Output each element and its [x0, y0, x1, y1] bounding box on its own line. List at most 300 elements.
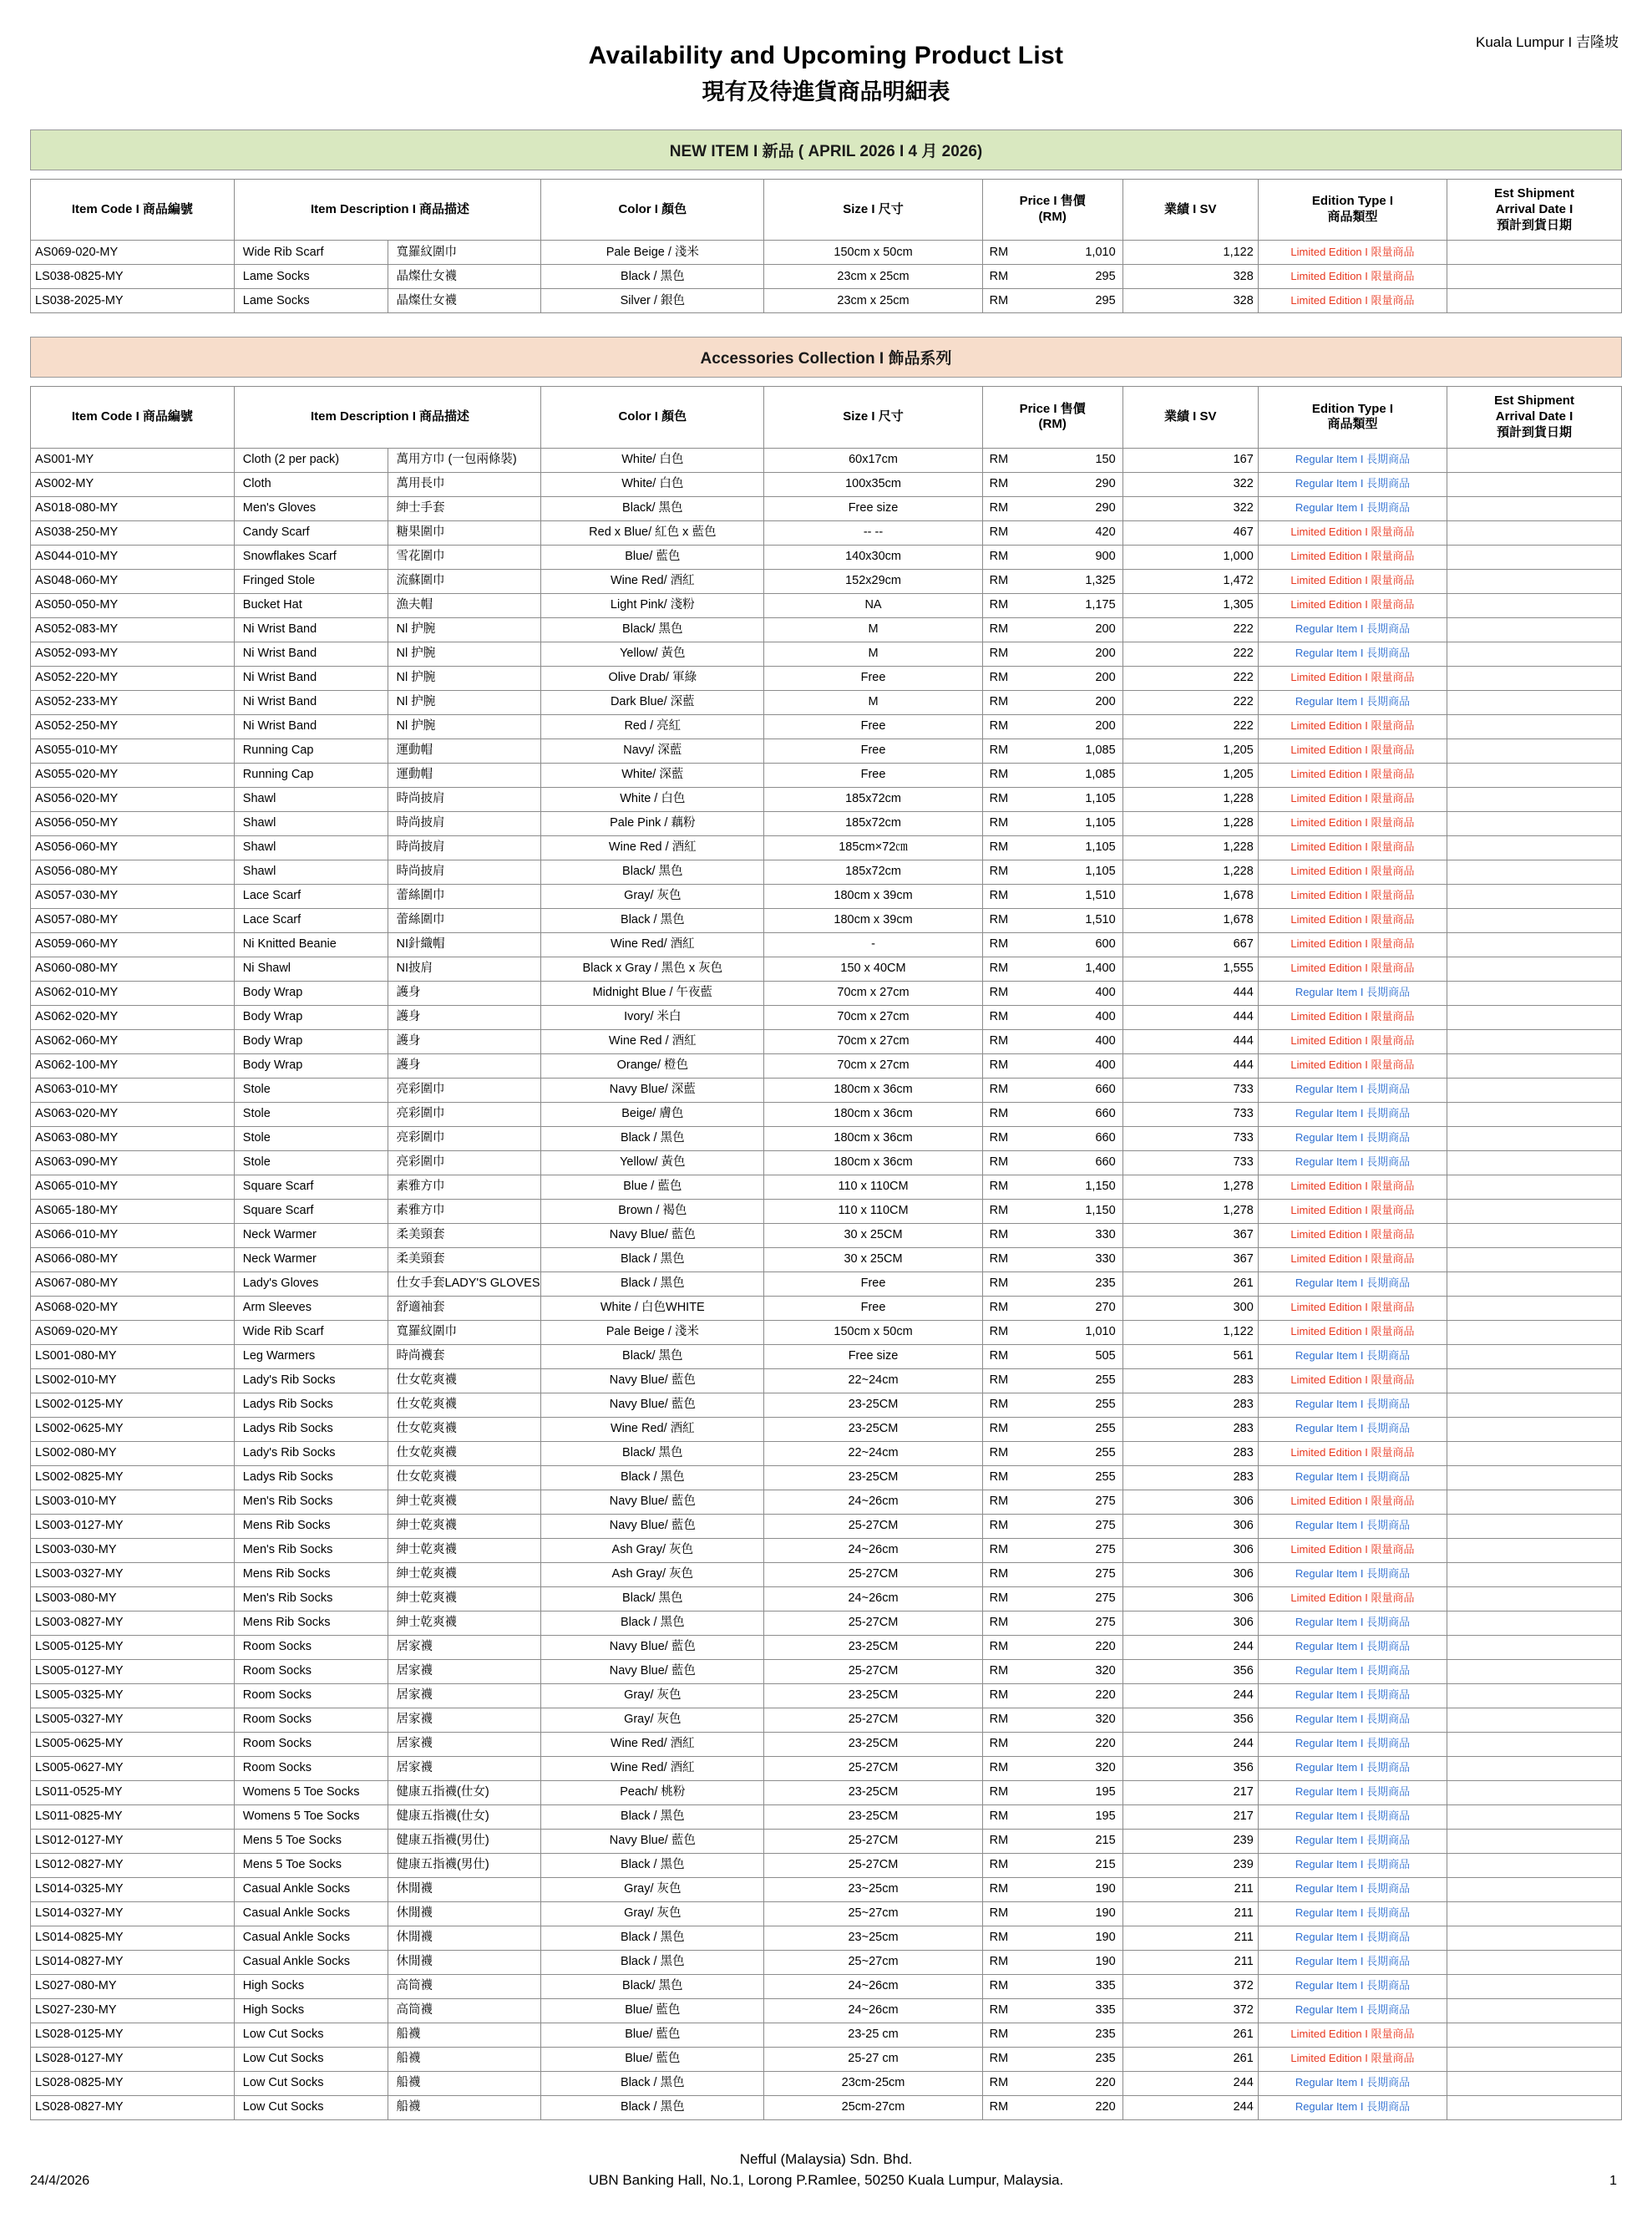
- cell-price-amount: 335: [1095, 1979, 1116, 1993]
- cell-description-en: Stole: [234, 1150, 388, 1175]
- cell-sv: 244: [1122, 2071, 1258, 2095]
- cell-color: Black / 黑色: [541, 2095, 764, 2119]
- edition-badge: Limited Edition I 限量商品: [1290, 574, 1415, 587]
- cell-price: [982, 1877, 1122, 1901]
- edition-badge: Regular Item I 長期商品: [1295, 622, 1411, 636]
- cell-sv: 1,472: [1122, 569, 1258, 593]
- cell-sv: 1,205: [1122, 739, 1258, 763]
- cell-color: Black/ 黑色: [541, 1586, 764, 1611]
- cell-description-en: Mens Rib Socks: [234, 1611, 388, 1635]
- cell-edition-type: [1258, 1708, 1447, 1732]
- cell-size: Free size: [764, 1344, 982, 1368]
- cell-size: 23~25cm: [764, 1877, 982, 1901]
- cell-currency: RM: [989, 1325, 1009, 1339]
- cell-eta: [1447, 2071, 1622, 2095]
- column-header-eta: [1447, 387, 1622, 448]
- cell-item-code: LS027-080-MY: [31, 1974, 235, 1998]
- table-row: [31, 1150, 1622, 1175]
- cell-description-zh: 漁夫帽: [388, 593, 541, 617]
- cell-description-en: Shawl: [234, 787, 388, 811]
- cell-eta: [1447, 1586, 1622, 1611]
- cell-item-code: LS038-0825-MY: [31, 265, 235, 289]
- cell-description-en: High Socks: [234, 1974, 388, 1998]
- cell-description-en: Square Scarf: [234, 1199, 388, 1223]
- cell-currency: RM: [989, 865, 1009, 879]
- cell-price: [982, 1005, 1122, 1029]
- column-header-eta-line1: Est Shipment: [1494, 186, 1574, 200]
- cell-description-en: Candy Scarf: [234, 520, 388, 545]
- column-header-item-code: Item Code I 商品編號: [31, 387, 235, 448]
- cell-color: Ivory/ 米白: [541, 1005, 764, 1029]
- cell-eta: [1447, 1199, 1622, 1223]
- section-banner-new-item: NEW ITEM I 新品 ( APRIL 2026 I 4 月 2026): [30, 129, 1622, 170]
- edition-badge: Regular Item I 長期商品: [1295, 1616, 1411, 1629]
- cell-sv: 356: [1122, 1659, 1258, 1683]
- edition-badge: Regular Item I 長期商品: [1295, 1567, 1411, 1581]
- cell-currency: RM: [989, 889, 1009, 903]
- cell-eta: [1447, 448, 1622, 472]
- cell-eta: [1447, 545, 1622, 569]
- cell-size: 185cm×72㎝: [764, 835, 982, 860]
- cell-size: Free size: [764, 496, 982, 520]
- cell-currency: RM: [989, 1398, 1009, 1412]
- cell-currency: RM: [989, 1543, 1009, 1557]
- cell-description-zh: 時尚披肩: [388, 860, 541, 884]
- cell-eta: [1447, 1465, 1622, 1490]
- edition-badge: Limited Edition I 限量商品: [1290, 1373, 1415, 1387]
- cell-description-zh: 休閒襪: [388, 1877, 541, 1901]
- cell-color: Wine Red / 酒紅: [541, 1029, 764, 1053]
- cell-item-code: AS052-093-MY: [31, 642, 235, 666]
- cell-size: 60x17cm: [764, 448, 982, 472]
- cell-price-amount: 1,175: [1085, 598, 1116, 612]
- cell-price-amount: 1,085: [1085, 744, 1116, 758]
- cell-eta: [1447, 690, 1622, 714]
- cell-currency: RM: [989, 1155, 1009, 1170]
- table-row: [31, 1078, 1622, 1102]
- cell-price-amount: 1,510: [1085, 889, 1116, 903]
- cell-size: 185x72cm: [764, 787, 982, 811]
- cell-description-en: Neck Warmer: [234, 1247, 388, 1271]
- cell-description-zh: 蕾絲圍巾: [388, 884, 541, 908]
- cell-size: 110 x 110CM: [764, 1199, 982, 1223]
- cell-color: Black/ 黑色: [541, 1344, 764, 1368]
- cell-eta: [1447, 1005, 1622, 1029]
- cell-sv: 211: [1122, 1950, 1258, 1974]
- cell-item-code: LS003-010-MY: [31, 1490, 235, 1514]
- cell-currency: RM: [989, 1470, 1009, 1485]
- cell-eta: [1447, 884, 1622, 908]
- table-row: [31, 1829, 1622, 1853]
- cell-price-amount: 660: [1095, 1107, 1116, 1121]
- cell-color: Red x Blue/ 紅色 x 藍色: [541, 520, 764, 545]
- cell-sv: 239: [1122, 1853, 1258, 1877]
- cell-currency: RM: [989, 1713, 1009, 1727]
- cell-color: White / 白色WHITE: [541, 1296, 764, 1320]
- cell-description-zh: 居家襪: [388, 1732, 541, 1756]
- cell-price: [982, 1368, 1122, 1393]
- cell-price-amount: 900: [1095, 550, 1116, 564]
- cell-color: Navy Blue/ 藍色: [541, 1368, 764, 1393]
- cell-price-amount: 275: [1095, 1543, 1116, 1557]
- cell-description-zh: 蕾絲圍巾: [388, 908, 541, 932]
- cell-sv: 239: [1122, 1829, 1258, 1853]
- cell-eta: [1447, 1223, 1622, 1247]
- cell-price: [982, 472, 1122, 496]
- cell-size: M: [764, 642, 982, 666]
- cell-price-amount: 235: [1095, 2028, 1116, 2042]
- cell-size: 150cm x 50cm: [764, 1320, 982, 1344]
- cell-description-zh: 健康五指襪(仕女): [388, 1780, 541, 1804]
- cell-size: 180cm x 36cm: [764, 1102, 982, 1126]
- cell-price: [982, 1708, 1122, 1732]
- cell-sv: 1,122: [1122, 1320, 1258, 1344]
- cell-price: [982, 520, 1122, 545]
- cell-price: [982, 241, 1122, 265]
- cell-description-zh: 護身: [388, 981, 541, 1005]
- cell-eta: [1447, 1102, 1622, 1126]
- cell-color: Wine Red/ 酒紅: [541, 569, 764, 593]
- edition-badge: Limited Edition I 限量商品: [1290, 245, 1415, 258]
- cell-price-amount: 275: [1095, 1567, 1116, 1581]
- cell-sv: 367: [1122, 1247, 1258, 1271]
- cell-currency: RM: [989, 1010, 1009, 1024]
- column-header-eta-line3: 預計到貨日期: [1497, 424, 1573, 439]
- cell-price: [982, 666, 1122, 690]
- table-row: [31, 1538, 1622, 1562]
- cell-price: [982, 1175, 1122, 1199]
- cell-size: 100x35cm: [764, 472, 982, 496]
- cell-eta: [1447, 1708, 1622, 1732]
- cell-edition-type: [1258, 520, 1447, 545]
- column-header-price-line2: (RM): [1038, 210, 1067, 225]
- table-row: [31, 1029, 1622, 1053]
- cell-edition-type: [1258, 981, 1447, 1005]
- cell-price-amount: 275: [1095, 1495, 1116, 1509]
- edition-badge: Regular Item I 長期商品: [1295, 1083, 1411, 1096]
- cell-price-amount: 255: [1095, 1373, 1116, 1388]
- cell-size: 110 x 110CM: [764, 1175, 982, 1199]
- cell-edition-type: [1258, 1950, 1447, 1974]
- table-row: [31, 1853, 1622, 1877]
- cell-description-en: Fringed Stole: [234, 569, 388, 593]
- cell-description-zh: 萬用長巾: [388, 472, 541, 496]
- cell-sv: 167: [1122, 448, 1258, 472]
- cell-edition-type: [1258, 1320, 1447, 1344]
- cell-size: 23-25CM: [764, 1683, 982, 1708]
- cell-description-zh: 晶燦仕女襪: [388, 289, 541, 313]
- cell-size: Free: [764, 739, 982, 763]
- table-row: [31, 593, 1622, 617]
- cell-color: Wine Red/ 酒紅: [541, 1732, 764, 1756]
- edition-badge: Regular Item I 長期商品: [1295, 1349, 1411, 1363]
- cell-sv: 372: [1122, 1998, 1258, 2023]
- cell-eta: [1447, 1780, 1622, 1804]
- cell-description-en: Lame Socks: [234, 289, 388, 313]
- cell-price: [982, 1732, 1122, 1756]
- cell-edition-type: [1258, 1732, 1447, 1756]
- cell-sv: 1,678: [1122, 908, 1258, 932]
- table-row: [31, 1393, 1622, 1417]
- cell-color: Navy Blue/ 藍色: [541, 1635, 764, 1659]
- cell-description-zh: NI針織帽: [388, 932, 541, 957]
- cell-description-en: Ladys Rib Socks: [234, 1393, 388, 1417]
- cell-color: Navy Blue/ 深藍: [541, 1078, 764, 1102]
- cell-item-code: LS028-0827-MY: [31, 2095, 235, 2119]
- cell-currency: RM: [989, 647, 1009, 661]
- cell-color: White/ 深藍: [541, 763, 764, 787]
- edition-badge: Regular Item I 長期商品: [1295, 1785, 1411, 1799]
- cell-price: [982, 1029, 1122, 1053]
- column-header-edition: [1258, 387, 1447, 448]
- edition-badge: Limited Edition I 限量商品: [1290, 1301, 1415, 1314]
- cell-eta: [1447, 1320, 1622, 1344]
- cell-sv: 217: [1122, 1804, 1258, 1829]
- column-header-edition-line1: Edition Type I: [1311, 401, 1394, 416]
- cell-price: [982, 1538, 1122, 1562]
- edition-badge: Regular Item I 長期商品: [1295, 1834, 1411, 1847]
- cell-color: Blue / 藍色: [541, 1175, 764, 1199]
- cell-size: 150cm x 50cm: [764, 241, 982, 265]
- table-row: [31, 1683, 1622, 1708]
- cell-sv: 444: [1122, 1005, 1258, 1029]
- table-row: [31, 1756, 1622, 1780]
- cell-price: [982, 1150, 1122, 1175]
- cell-size: 23-25CM: [764, 1465, 982, 1490]
- cell-eta: [1447, 1029, 1622, 1053]
- cell-item-code: LS012-0127-MY: [31, 1829, 235, 1853]
- cell-color: Gray/ 灰色: [541, 1901, 764, 1926]
- edition-badge: Limited Edition I 限量商品: [1290, 550, 1415, 563]
- cell-color: Black / 黑色: [541, 1804, 764, 1829]
- table-row: [31, 1635, 1622, 1659]
- cell-price-amount: 195: [1095, 1785, 1116, 1799]
- cell-edition-type: [1258, 811, 1447, 835]
- cell-color: Navy Blue/ 藍色: [541, 1223, 764, 1247]
- cell-color: Navy Blue/ 藍色: [541, 1829, 764, 1853]
- cell-color: Dark Blue/ 深藍: [541, 690, 764, 714]
- cell-edition-type: [1258, 289, 1447, 313]
- cell-sv: 222: [1122, 690, 1258, 714]
- edition-badge: Regular Item I 長期商品: [1295, 1640, 1411, 1653]
- cell-size: 23-25CM: [764, 1417, 982, 1441]
- cell-edition-type: [1258, 2095, 1447, 2119]
- cell-size: 23-25CM: [764, 1393, 982, 1417]
- cell-description-en: Ni Wrist Band: [234, 617, 388, 642]
- edition-badge: Limited Edition I 限量商品: [1290, 719, 1415, 733]
- table-row: [31, 2095, 1622, 2119]
- cell-eta: [1447, 1247, 1622, 1271]
- cell-item-code: LS028-0127-MY: [31, 2047, 235, 2071]
- cell-item-code: LS003-0827-MY: [31, 1611, 235, 1635]
- column-header-eta-line2: Arrival Date I: [1495, 201, 1573, 216]
- edition-badge: Limited Edition I 限量商品: [1290, 293, 1415, 307]
- cell-description-en: Body Wrap: [234, 1053, 388, 1078]
- cell-price-amount: 660: [1095, 1131, 1116, 1145]
- cell-price-amount: 275: [1095, 1616, 1116, 1630]
- edition-badge: Regular Item I 長期商品: [1295, 1882, 1411, 1896]
- table-row: [31, 1877, 1622, 1901]
- cell-edition-type: [1258, 1029, 1447, 1053]
- cell-description-zh: 居家襪: [388, 1683, 541, 1708]
- cell-currency: RM: [989, 1228, 1009, 1242]
- cell-item-code: AS063-020-MY: [31, 1102, 235, 1126]
- cell-price-amount: 200: [1095, 695, 1116, 709]
- cell-size: 150 x 40CM: [764, 957, 982, 981]
- cell-size: -- --: [764, 520, 982, 545]
- cell-size: 25-27CM: [764, 1756, 982, 1780]
- cell-eta: [1447, 981, 1622, 1005]
- cell-description-en: Bucket Hat: [234, 593, 388, 617]
- table-row: [31, 1562, 1622, 1586]
- cell-currency: RM: [989, 1083, 1009, 1097]
- table-row: [31, 714, 1622, 739]
- cell-item-code: AS062-100-MY: [31, 1053, 235, 1078]
- cell-price: [982, 265, 1122, 289]
- table-row: [31, 739, 1622, 763]
- cell-item-code: LS028-0125-MY: [31, 2023, 235, 2047]
- cell-size: Free: [764, 714, 982, 739]
- cell-price-amount: 215: [1095, 1858, 1116, 1872]
- cell-price: [982, 1199, 1122, 1223]
- cell-color: Yellow/ 黃色: [541, 642, 764, 666]
- cell-description-zh: 仕女乾爽襪: [388, 1465, 541, 1490]
- cell-description-zh: 仕女乾爽襪: [388, 1393, 541, 1417]
- cell-item-code: LS003-080-MY: [31, 1586, 235, 1611]
- cell-description-en: Casual Ankle Socks: [234, 1901, 388, 1926]
- table-header-row: [31, 387, 1622, 448]
- cell-price: [982, 763, 1122, 787]
- edition-badge: Limited Edition I 限量商品: [1290, 269, 1415, 282]
- cell-currency: RM: [989, 937, 1009, 952]
- cell-color: Black / 黑色: [541, 1247, 764, 1271]
- edition-badge: Limited Edition I 限量商品: [1290, 744, 1415, 757]
- cell-description-zh: 船襪: [388, 2023, 541, 2047]
- cell-edition-type: [1258, 448, 1447, 472]
- cell-currency: RM: [989, 293, 1009, 307]
- cell-size: 25-27CM: [764, 1611, 982, 1635]
- cell-edition-type: [1258, 496, 1447, 520]
- cell-price: [982, 1853, 1122, 1877]
- cell-eta: [1447, 1441, 1622, 1465]
- cell-description-en: Low Cut Socks: [234, 2071, 388, 2095]
- cell-size: 25-27CM: [764, 1853, 982, 1877]
- cell-size: 70cm x 27cm: [764, 1053, 982, 1078]
- table-row: [31, 908, 1622, 932]
- cell-price-amount: 660: [1095, 1155, 1116, 1170]
- cell-edition-type: [1258, 2023, 1447, 2047]
- cell-description-zh: 居家襪: [388, 1708, 541, 1732]
- cell-description-zh: 護身: [388, 1053, 541, 1078]
- cell-currency: RM: [989, 1058, 1009, 1073]
- new-item-table-body: [31, 241, 1622, 313]
- cell-color: Blue/ 藍色: [541, 1998, 764, 2023]
- cell-description-en: Men's Gloves: [234, 496, 388, 520]
- cell-price: [982, 714, 1122, 739]
- edition-badge: Regular Item I 長期商品: [1295, 647, 1411, 660]
- cell-edition-type: [1258, 787, 1447, 811]
- cell-sv: 444: [1122, 1029, 1258, 1053]
- cell-description-zh: 運動帽: [388, 763, 541, 787]
- cell-currency: RM: [989, 269, 1009, 283]
- table-row: [31, 265, 1622, 289]
- title-chinese: 現有及待進貨商品明細表: [702, 79, 950, 104]
- cell-description-en: Stole: [234, 1078, 388, 1102]
- edition-badge: Regular Item I 長期商品: [1295, 1858, 1411, 1871]
- cell-price-amount: 200: [1095, 719, 1116, 733]
- cell-description-en: Lady's Rib Socks: [234, 1368, 388, 1393]
- cell-price: [982, 569, 1122, 593]
- cell-eta: [1447, 2023, 1622, 2047]
- cell-description-zh: 船襪: [388, 2095, 541, 2119]
- cell-price: [982, 1126, 1122, 1150]
- cell-item-code: LS002-080-MY: [31, 1441, 235, 1465]
- cell-price: [982, 1998, 1122, 2023]
- cell-price: [982, 2071, 1122, 2095]
- cell-currency: RM: [989, 1204, 1009, 1218]
- cell-description-zh: 柔美頸套: [388, 1247, 541, 1271]
- cell-currency: RM: [989, 2076, 1009, 2090]
- cell-price: [982, 1320, 1122, 1344]
- table-row: [31, 642, 1622, 666]
- cell-edition-type: [1258, 1005, 1447, 1029]
- cell-currency: RM: [989, 1906, 1009, 1921]
- cell-edition-type: [1258, 714, 1447, 739]
- cell-price-amount: 220: [1095, 1688, 1116, 1703]
- cell-size: 23cm x 25cm: [764, 265, 982, 289]
- cell-price: [982, 1465, 1122, 1490]
- cell-edition-type: [1258, 1974, 1447, 1998]
- cell-sv: 211: [1122, 1926, 1258, 1950]
- cell-description-zh: 休閒襪: [388, 1950, 541, 1974]
- cell-price-amount: 190: [1095, 1931, 1116, 1945]
- edition-badge: Regular Item I 長期商品: [1295, 1422, 1411, 1435]
- cell-edition-type: [1258, 957, 1447, 981]
- column-header-description: Item Description I 商品描述: [234, 180, 540, 241]
- cell-item-code: AS052-220-MY: [31, 666, 235, 690]
- cell-edition-type: [1258, 1829, 1447, 1853]
- table-row: [31, 690, 1622, 714]
- cell-edition-type: [1258, 1296, 1447, 1320]
- cell-color: Navy Blue/ 藍色: [541, 1490, 764, 1514]
- cell-sv: 283: [1122, 1393, 1258, 1417]
- cell-item-code: LS002-0625-MY: [31, 1417, 235, 1441]
- cell-currency: RM: [989, 1882, 1009, 1896]
- edition-badge: Limited Edition I 限量商品: [1290, 1010, 1415, 1023]
- cell-eta: [1447, 1296, 1622, 1320]
- cell-description-zh: Nl 护腕: [388, 666, 541, 690]
- cell-item-code: LS005-0327-MY: [31, 1708, 235, 1732]
- edition-badge: Limited Edition I 限量商品: [1290, 913, 1415, 926]
- table-row: [31, 860, 1622, 884]
- cell-price: [982, 1344, 1122, 1368]
- column-header-color: Color I 顏色: [541, 180, 764, 241]
- cell-eta: [1447, 1732, 1622, 1756]
- cell-item-code: AS057-080-MY: [31, 908, 235, 932]
- table-row: [31, 1732, 1622, 1756]
- cell-description-zh: 居家襪: [388, 1659, 541, 1683]
- cell-size: 180cm x 39cm: [764, 884, 982, 908]
- table-row: [31, 1271, 1622, 1296]
- cell-edition-type: [1258, 860, 1447, 884]
- column-header-eta: [1447, 180, 1622, 241]
- cell-description-zh: 仕女乾爽襪: [388, 1441, 541, 1465]
- cell-description-zh: 時尚披肩: [388, 811, 541, 835]
- cell-currency: RM: [989, 1519, 1009, 1533]
- cell-edition-type: [1258, 1175, 1447, 1199]
- cell-description-zh: 萬用方巾 (一包兩條裝): [388, 448, 541, 472]
- cell-eta: [1447, 1635, 1622, 1659]
